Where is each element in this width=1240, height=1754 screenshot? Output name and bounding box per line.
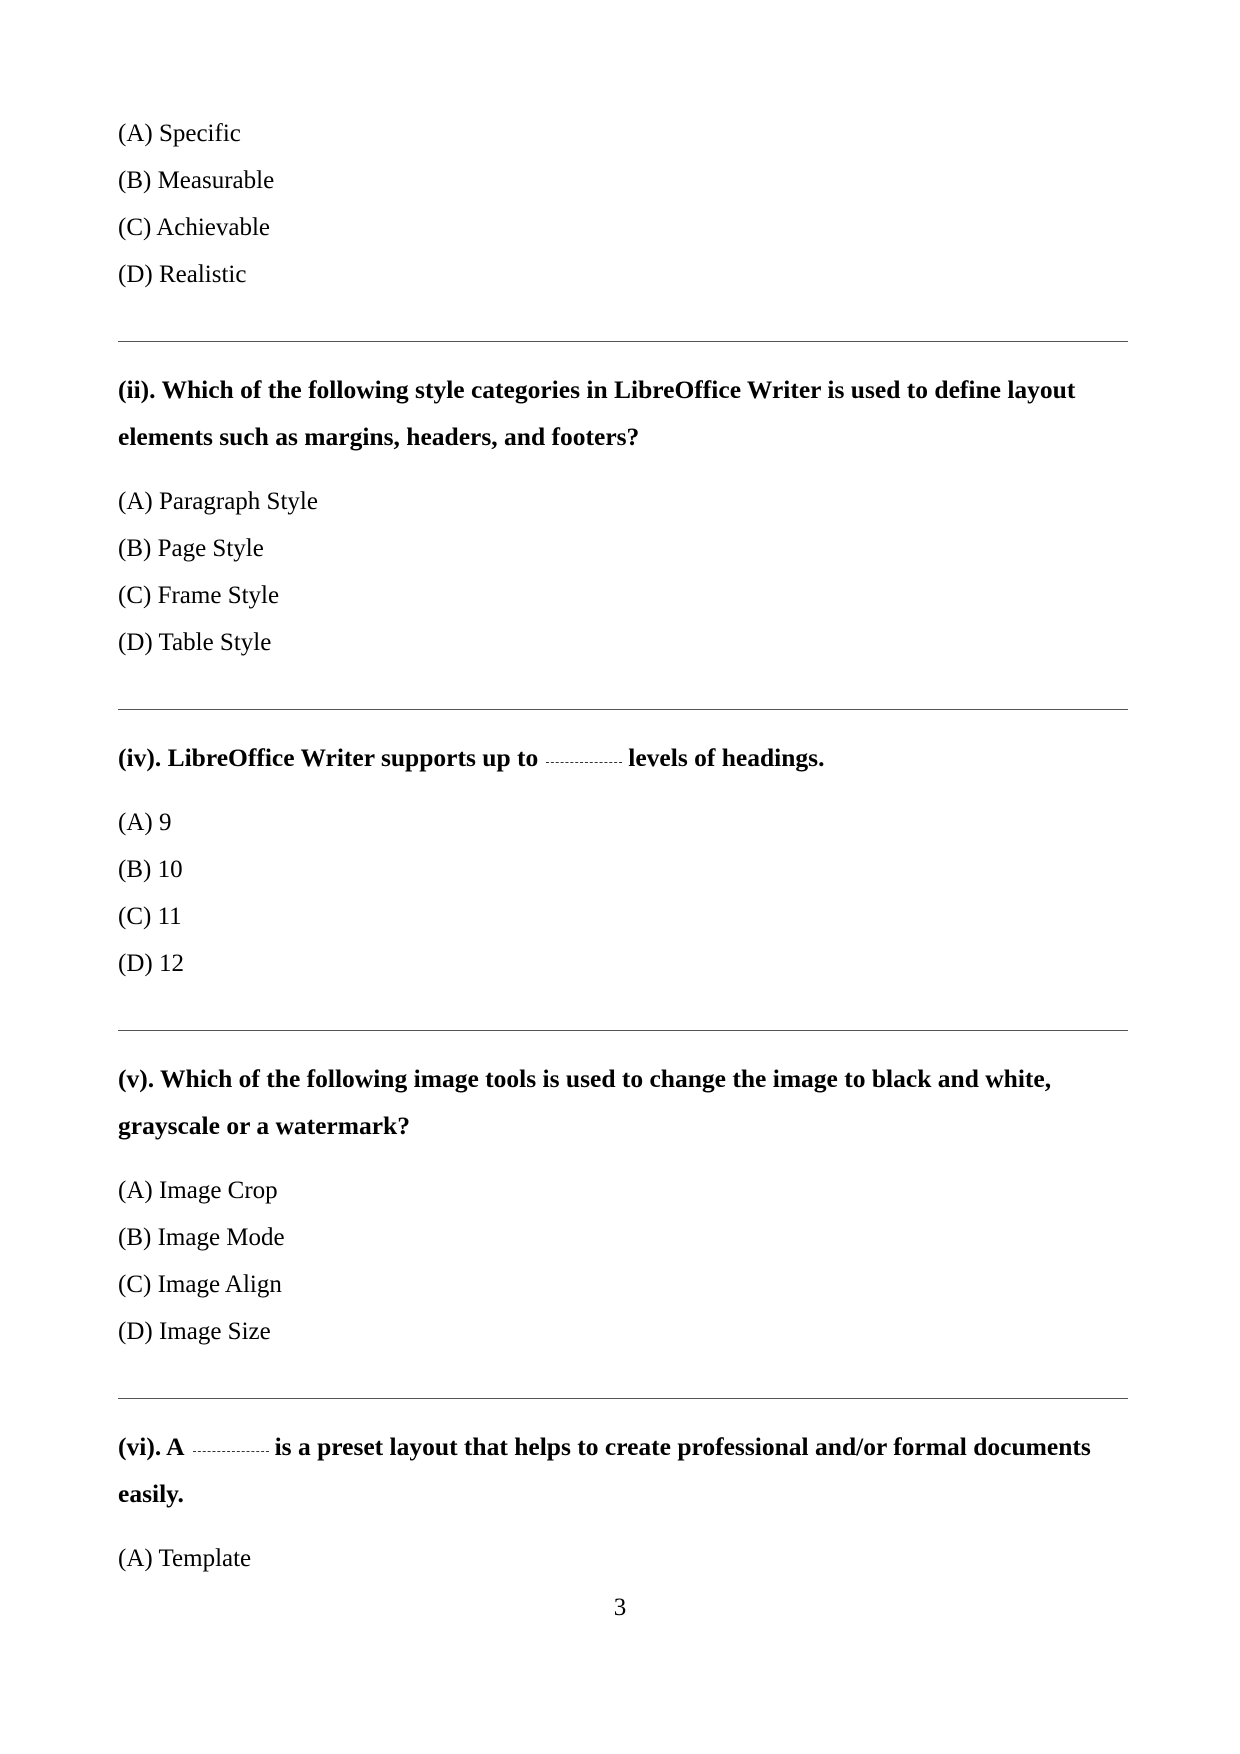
option-d: (D) Image Size (118, 1318, 271, 1345)
option-c: (C) Achievable (118, 214, 271, 241)
question-ii (118, 366, 1128, 666)
option-a: (A) Specific (118, 120, 241, 147)
page-number: 3 (613, 1594, 627, 1621)
divider (118, 709, 1128, 710)
question-vi (118, 1423, 1128, 1582)
option-c: (C) Frame Style (118, 582, 280, 609)
question-v (118, 1055, 1128, 1355)
question-text-before-blank: (iv). LibreOffice Writer supports up to (118, 743, 539, 772)
previous-question-options (118, 110, 1128, 298)
option-c: (C) 11 (118, 903, 182, 930)
question-text: (v). Which of the following image tools is used to change the image to black and white, grayscale or a watermark? (118, 1064, 1052, 1140)
page-content (118, 110, 1128, 1582)
option-c: (C) Image Align (118, 1271, 282, 1298)
divider (118, 1398, 1128, 1399)
divider (118, 341, 1128, 342)
fill-in-blank (546, 762, 622, 763)
question-text (118, 734, 1128, 781)
option-a: (A) Image Crop (118, 1177, 278, 1204)
option-a: (A) 9 (118, 809, 172, 836)
option-d: (D) 12 (118, 950, 184, 977)
question-text (118, 1423, 1128, 1517)
option-d: (D) Realistic (118, 261, 247, 288)
option-b: (B) Page Style (118, 535, 264, 562)
option-a: (A) Paragraph Style (118, 488, 318, 515)
option-a: (A) Template (118, 1545, 252, 1572)
divider (118, 1030, 1128, 1031)
option-b: (B) Measurable (118, 167, 275, 194)
question-text: (ii). Which of the following style categories in LibreOffice Writer is used to define layout elements such as margins, headers, and footers? (118, 375, 1076, 451)
option-b: (B) 10 (118, 856, 183, 883)
question-text-before-blank: (vi). A (118, 1432, 185, 1461)
question-text-after-blank: levels of headings. (628, 743, 825, 772)
option-b: (B) Image Mode (118, 1224, 285, 1251)
option-d: (D) Table Style (118, 629, 272, 656)
question-text-after-blank: is a preset layout that helps to create professional and/or formal documents easily. (118, 1432, 1091, 1508)
fill-in-blank (193, 1451, 269, 1452)
question-iv (118, 734, 1128, 987)
